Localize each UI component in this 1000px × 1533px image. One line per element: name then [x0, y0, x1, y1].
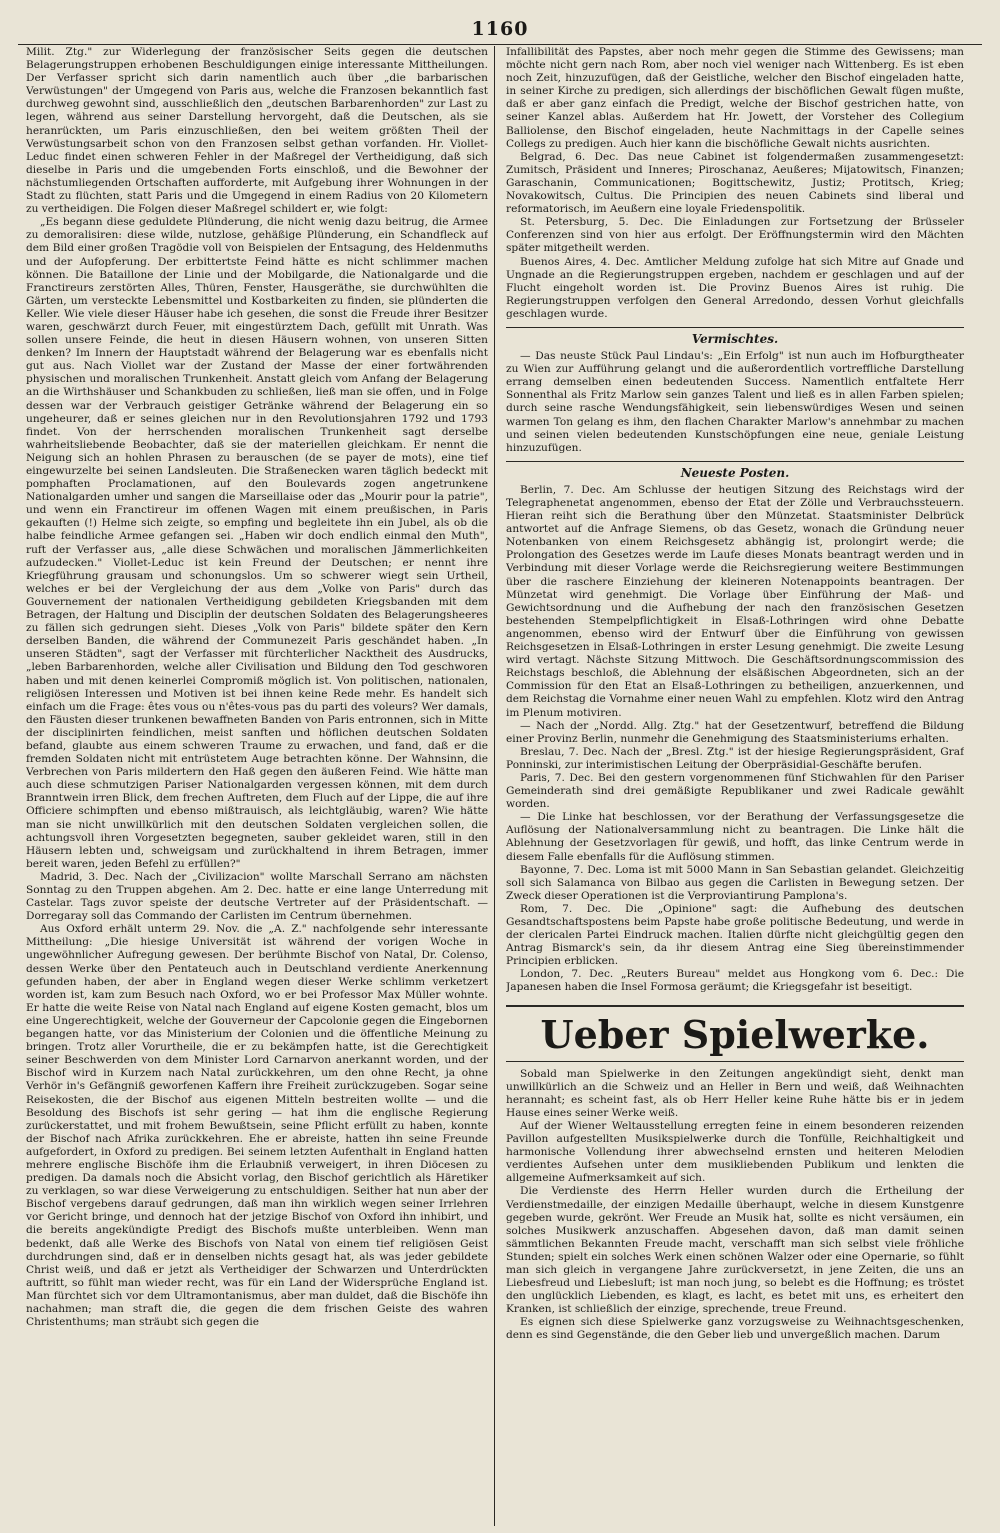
article-paragraph: Auf der Wiener Weltausstellung erregten feine in einem besonderen reizenden Pavillon aufgestellten Musikspielwerke durch die Tonfülle, Reichhaltigkeit und harmonische Vollendung ihrer abwechselnd ernsten und heiteren Melodien verdientes Aufsehen unter dem musikliebenden Publikum und lenkten die allgemeine Aufmerksamkeit auf sich. — [506, 1119, 964, 1185]
article-paragraph: Buenos Aires, 4. Dec. Amtlicher Meldung zufolge hat sich Mitre auf Gnade und Ungnade an die Regierungstruppen ergeben, nachdem er geschlagen und auf der Flucht eingeholt worden ist. Die Provinz Buenos Aires ist ruhig. Die Regierungstruppen verfolgen den General Arredondo, dessen Vorhut gleichfalls geschlagen wurde. — [506, 255, 964, 320]
article-paragraph: Milit. Ztg." zur Widerlegung der französischer Seits gegen die deutschen Belagerungstruppen erhobenen Beschuldigungen einige interessante Mittheilungen. Der Verfasser spricht sich darin namentlich auch über „die barbarischen Verwüstungen" der Umgegend von Paris aus, welche die Franzosen bekanntlich fast durchweg gewohnt sind, ausschließlich den „deutschen Barbarenhorden" zur Last zu legen, während aus seiner Darstellung hervorgeht, daß die Deutschen, als sie heranrückten, um Paris einzuschließen, den bei weitem größten Theil der Verwüstungsarbeit schon von den Franzosen selbst gethan vorfanden. Hr. Viollet-Leduc findet einen schweren Fehler in der Maßregel der Vertheidigung, daß sich dieselbe in Paris und die umgebenden Forts einschloß, und die Bewohner der nächstumliegenden Ortschaften aufforderte, mit Aufgebung ihrer Wohnungen in der Stadt zu flüchten, statt Paris und die Umgegend in einem Radius von 20 Kilometern zu vertheidigen. Die Folgen dieser Maßregel schildert er, wie folgt: — [26, 46, 488, 216]
article-paragraph: Die Verdienste des Herrn Heller wurden durch die Ertheilung der Verdienstmedaille, der einzigen Medaille überhaupt, welche in diesem Kunstgenre gegeben wurde, gekrönt. Wer Freude an Musik hat, sollte es nicht versäumen, ein solches Musikwerk anzuschaffen. Abgesehen davon, daß man damit seinen sämmtlichen Bekannten Freude macht, verschafft man sich selbst viele fröhliche Stunden; spielt ein solches Werk einen schönen Walzer oder eine Opernarie, so fühlt man sich gleich in vergangene Jahre zurückversetzt, in jene Zeiten, die uns an Liebesfreud und Liebesluft; ist man noch jung, so belebt es die Hoffnung; es tröstet den unglücklich Liebenden, es klagt, es lacht, es betet mit uns, es erheitert den Kranken, ist schließlich der einzige, sprechende, treue Freund. — [506, 1185, 964, 1316]
article-paragraph: Belgrad, 6. Dec. Das neue Cabinet ist folgendermaßen zusammengesetzt: Zumitsch, Präsident und Inneres; Piroschanaz, Aeußeres; Mijatowitsch, Finanzen; Garaschanin, Communicationen; Bogittschewitz, Justiz; Protitsch, Krieg; Novakowitsch, Cultus. Die Principien des neuen Cabinets sind liberal und reformatorisch, im Aeußern eine loyale Friedenspolitik. — [506, 150, 964, 216]
article-paragraph: Aus Oxford erhält unterm 29. Nov. die „A. Z." nachfolgende sehr interessante Mittheilung: „Die hiesige Universität ist während der vorigen Woche in ungewöhnlicher Aufregung gewesen. Der berühmte Bischof von Natal, Dr. Colenso, dessen Werke über den Pentateuch auch in Deutschland verdiente Anerkennung gefunden haben, der aber in England wegen dieser Werke schlimm verketzert worden ist, kam zum Besuch nach Oxford, wo er bei Professor Max Müller wohnte. Er hatte die weite Reise von Natal nach England auf eigene Kosten gemacht, blos um eine Ungerechtigkeit, welche der Gouverneur der Capcolonie gegen die Eingebornen begangen hatte, vor das Ministerium der Colonien und die öffentliche Meinung zu bringen. Trotz aller Vorurtheile, die er zu bekämpfen hatte, ist die Gerechtigkeit seiner Beschwerden von dem Minister Lord Carnarvon anerkannt worden, und der Bischof wird in Kurzem nach Natal zurückkehren, um den ohne Recht, ja ohne Verhör in's Gefängniß geworfenen Kaffern ihre Freiheit zurückzugeben. Sogar seine Reisekosten, die der Bischof aus eigenen Mitteln bestreiten wollte — und die Besoldung des Bischofs ist sehr gering — hat ihm die englische Regierung zurückerstattet, und mit frohem Bewußtsein, seine Pflicht erfüllt zu haben, konnte der Bischof nach Afrika zurückkehren. Ehe er abreiste, hatten ihn seine Freunde aufgefordert, in Oxford zu predigen. Bei seinem letzten Aufenthalt in England hatten mehrere englische Bischöfe ihm die Erlaubniß verweigert, in ihren Diöcesen zu predigen. Da damals noch die Absicht vorlag, den Bischof gerichtlich als Häretiker zu verklagen, so war diese Verweigerung zu entschuldigen. Seither hat nun aber der Bischof vergebens darauf gedrungen, daß man ihn wirklich wegen seiner Irrlehren vor Gericht bringe, und dennoch hat der jetzige Bischof von Oxford ihn inhibirt, und die bereits angekündigte Predigt des Bischofs mußte unterbleiben. Wenn man bedenkt, daß alle Werke des Bischofs von Natal von einem tief religiösen Geist durchdrungen sind, daß er in denselben nichts gesagt hat, als was jeder gebildete Christ weiß, und daß er jetzt als Vertheidiger der Schwarzen und Unterdrückten auftritt, so fühlt man wieder recht, was für ein Land der Widersprüche England ist. Man fürchtet sich vor dem Ultramontanismus, aber man duldet, daß die Bischöfe ihn nachahmen; man straft die, die gegen die dem frischen Geiste des wahren Christenthums; man sträubt sich gegen die — [26, 923, 488, 1329]
section-heading-news: Neueste Posten. — [506, 461, 964, 480]
left-column — [26, 46, 488, 1526]
article-paragraph: Berlin, 7. Dec. Am Schlusse der heutigen Sitzung des Reichstags wird der Telegraphenetat angenommen, ebenso der Etat der Zölle und Verbrauchssteuern. Hieran reiht sich die Berathung über den Münzetat. Staatsminister Delbrück antwortet auf die Anfrage Siemens, ob das Gesetz, wonach die Gründung neuer Notenbanken von einem Reichsgesetz abhängig ist, prolongirt werde; die Prolongation des Gesetzes werde im Laufe dieses Monats beantragt werden und in Verbindung mit dieser Vorlage werde die Reichsregierung weitere Bestimmungen über die raschere Einziehung der kleineren Notenappoints beantragen. Der Münzetat wird genehmigt. Die Vorlage über Einführung der Maß- und Gewichtsordnung und die Aufhebung der nach den französischen Gesetzen bestehenden Stempelpflichtigkeit in Elsaß-Lothringen wird ohne Debatte angenommen, ebenso wird der Entwurf über die Einführung von gewissen Reichsgesetzen in Elsaß-Lothringen in erster Lesung genehmigt. Die zweite Lesung wird vertagt. Nächste Sitzung Mittwoch. Die Geschäftsordnungscommission des Reichstags beschloß, die Ablehnung der elsäßischen Abgeordneten, sich an der Commission für den Etat an Elsaß-Lothringen zu betheiligen, anzuerkennen, und dem Reichstag die Vornahme einer neuen Wahl zu empfehlen. Klotz wird den Antrag im Plenum motiviren. — [506, 483, 964, 719]
page-number: 1160 — [471, 18, 529, 40]
header-rule — [18, 44, 982, 45]
article-paragraph: Breslau, 7. Dec. Nach der „Bresl. Ztg." ist der hiesige Regierungspräsident, Graf Ponninski, zur interimistischen Leitung der Oberpräsidial-Geschäfte berufen. — [506, 745, 964, 771]
article-paragraph: Madrid, 3. Dec. Nach der „Civilizacion" wollte Marschall Serrano am nächsten Sonntag zu den Truppen abgehen. Am 2. Dec. hatte er eine lange Unterredung mit Castelar. Tags zuvor speiste der deutsche Vertreter auf der Präsidentschaft. — Dorregaray soll das Commando der Carlisten im Centrum übernehmen. — [26, 870, 488, 923]
article-paragraph: — Nach der „Nordd. Allg. Ztg." hat der Gesetzentwurf, betreffend die Bildung einer Provinz Berlin, nunmehr die Genehmigung des Staatsministeriums erhalten. — [506, 719, 964, 745]
article-paragraph: Infallibilität des Papstes, aber noch mehr gegen die Stimme des Gewissens; man möchte nicht gern nach Rom, aber noch viel weniger nach Wittenberg. Es ist eben noch Zeit, hinzuzufügen, daß der Geistliche, welcher den Bischof eingeladen hatte, in seiner Kirche zu predigen, sich allerdings der bischöflichen Gewalt fügen mußte, daß er aber ganz einfach die Predigt, welche der Bischof gestrichen hatte, von seiner Kanzel ablas. Außerdem hat Hr. Jowett, der Vorsteher des Collegium Balliolense, den Bischof eingeladen, heute Nachmittags in der Capelle seines Collegs zu predigen. Auch hier kann die bischöfliche Gewalt nichts ausrichten. — [506, 46, 964, 150]
right-column — [506, 46, 964, 1526]
article-paragraph: St. Petersburg, 5. Dec. Die Einladungen zur Fortsetzung der Brüsseler Conferenzen sind von hier aus erfolgt. Der Eröffnungstermin wird den Mächten später mitgetheilt werden. — [506, 216, 964, 255]
article-paragraph: „Es begann diese geduldete Plünderung, die nicht wenig dazu beitrug, die Armee zu demoralisiren: diese wilde, nutzlose, gehäßige Plünderung, ein Schandfleck auf dem Bild einer großen Tragödie voll von Beispielen der Entsagung, des Heldenmuths und der Aufopferung. Der erbittertste Feind hätte es nicht schlimmer machen können. Die Bataillone der Linie und der Mobilgarde, die Nationalgarde und die Franctireurs zerstörten Alles, Thüren, Fenster, Hausgeräthe, sie durchwühlten die Gärten, um versteckte Lebensmittel und Kostbarkeiten zu finden, sie plünderten die Keller. Wie viele dieser Häuser habe ich gesehen, die sonst die Freude ihrer Besitzer waren, geschwärzt durch Feuer, mit eingestürztem Dach, gefüllt mit Unrath. Was sollen unsere Feinde, die heut in diesen Häusern wohnen, von unseren Sitten denken? Im Innern der Hauptstadt während der Belagerung war es ebenfalls nicht gut aus. Nach Viollet war der Zustand der Masse der einer fortwährenden physischen und moralischen Trunkenheit. Anstatt gleich vom Anfang der Belagerung an die Wirthshäuser und Schankbuden zu schließen, ließ man sie offen, und in Folge dessen war der Verbrauch geistiger Getränke während der Belagerung ein so ungeheurer, daß er seines gleichen nur in den Revolutionsjahren 1792 und 1793 findet. Von der herrschenden moralischen Trunkenheit sagt derselbe wahrheitsliebende Beobachter, daß sie der materiellen gleichkam. Er nennt die Neigung sich an hohlen Phrasen zu berauschen (de se payer de mots), eine tief eingewurzelte bei seinen Landsleuten. Die Straßenecken waren täglich bedeckt mit pomphaften Proclamationen, auf den Boulevards zogen angetrunkene Nationalgarden umher und sangen die Marseillaise oder das „Mourir pour la patrie", und wenn ein Franctireur im offenen Wagen mit einem preußischen, in Paris gekauften (!) Helme sich zeigte, so empfing und begleitete ihn ein Jubel, als ob die halbe feindliche Armee gefangen sei. „Haben wir doch endlich einmal den Muth", ruft der Verfasser aus, „alle diese Schwächen und moralischen Jämmerlichkeiten aufzudecken." Viollet-Leduc ist kein Freund der Deutschen; er nennt ihre Kriegführung grausam und schonungslos. Um so schwerer wiegt sein Urtheil, welches er bei der Vergleichung der aus dem „Volke von Paris" durch das Gouvernement der nationalen Vertheidigung gebildeten Kriegsbanden mit dem Betragen, der Haltung und Disciplin der deutschen Soldaten des Belagerungsheeres zu fällen sich gedrungen sieht. Dieses „Volk von Paris" bildete später den Kern derselben Banden, die während der Communezeit Paris geschändet haben. „In unseren Städten", sagt der Verfasser mit fürchterlicher Nacktheit des Ausdrucks, „leben Barbarenhorden, welche aller Civilisation und Bildung den Tod geschworen haben und mit denen keinerlei Compromiß möglich ist. Von politischen, nationalen, religiösen Interessen und Motiven ist bei ihnen keine Rede mehr. Es handelt sich einfach um die Frage: êtes vous ou n'êtes-vous pas du parti des voleurs? Wer damals, den Fäusten dieser trunkenen bewaffneten Banden von Paris entronnen, sich in Mitte der disciplinirten feindlichen, meist sanften und höflichen deutschen Soldaten befand, glaubte aus einem schweren Traume zu erwachen, und fand, daß er die fremden Soldaten nicht mit entrüstetem Auge betrachten könne. Der Wahnsinn, die Verbrechen von Paris mildertern den Haß gegen den äußeren Feind. Wie hätte man auch diese schmutzigen Pariser Nationalgarden vergessen können, mit dem durch Branntwein irren Blick, dem frechen Auftreten, dem Fluch auf der Lippe, die auf ihre Officiere schimpften und ebenso mißtrauisch, als leichtgläubig, waren? Wie hätte man sie nicht unwillkürlich mit den deutschen Soldaten vergleichen sollen, die achtungsvoll ihren Vorgesetzten begegneten, sauber gekleidet waren, still in den Häusern lebten und, schweigsam und zurückhaltend in ihrem Betragen, immer bereit waren, jeden Befehl zu erfüllen?" — [26, 216, 488, 870]
article-paragraph: Sobald man Spielwerke in den Zeitungen angekündigt sieht, denkt man unwillkürlich an die Schweiz und an Heller in Bern und weiß, daß Weihnachten herannaht; es scheint fast, als ob Herr Heller keine Ruhe hätte bis er in jedem Hause eines seiner Werke weiß. — [506, 1067, 964, 1119]
article-paragraph: Rom, 7. Dec. Die „Opinione" sagt: die Aufhebung des deutschen Gesandtschaftspostens beim Papste habe große politische Bedeutung, und werde in der clericalen Partei Eindruck machen. Italien dürfte nicht gleichgültig gegen den Antrag Bismarck's sein, da ihr diesem Antrag eine Sieg übereinstimmender Principien erblicken. — [506, 902, 964, 968]
column-divider — [494, 46, 495, 1526]
article-paragraph: Es eignen sich diese Spielwerke ganz vorzugsweise zu Weihnachtsgeschenken, denn es sind Gegenstände, die den Geber lieb und unvergeßlich machen. Darum — [506, 1316, 964, 1342]
section-heading-misc: Vermischtes. — [506, 327, 964, 346]
article-paragraph: Paris, 7. Dec. Bei den gestern vorgenommenen fünf Stichwahlen für den Pariser Gemeinderath sind drei gemäßigte Republikaner und zwei Radicale gewählt worden. — [506, 771, 964, 811]
article-paragraph: — Das neuste Stück Paul Lindau's: „Ein Erfolg" ist nun auch im Hofburgtheater zu Wien zur Aufführung gelangt und die außerordentlich vortreffliche Darstellung errang demselben einen bedeutenden Success. Namentlich entfaltete Herr Sonnenthal als Fritz Marlow sein ganzes Talent und ließ es in allen Farben spielen; durch seine rasche Wendungsfähigkeit, sein liebenswürdiges Wesen und seinen warmen Ton gelang es ihm, den flachen Charakter Marlow's annehmbar zu machen und seinen vielen bedeutenden Kunstschöpfungen eine neue, geniale Leistung hinzuzufügen. — [506, 350, 964, 454]
article-paragraph: London, 7. Dec. „Reuters Bureau" meldet aus Hongkong vom 6. Dec.: Die Japanesen haben die Insel Formosa geräumt; die Kriegsgefahr ist beseitigt. — [506, 968, 964, 994]
feature-title: Ueber Spielwerke. — [506, 1005, 964, 1062]
article-paragraph: Bayonne, 7. Dec. Loma ist mit 5000 Mann in San Sebastian gelandet. Gleichzeitig soll sich Salamanca von Bilbao aus gegen die Carlisten in Bewegung setzen. Der Zweck dieser Operationen ist die Verproviantirung Pamplona's. — [506, 863, 964, 902]
article-paragraph: — Die Linke hat beschlossen, vor der Berathung der Verfassungsgesetze die Auflösung der Nationalversammlung nicht zu beantragen. Die Linke hält die Ablehnung der Gesetzvorlagen für gewiß, und hofft, das linke Centrum werde in diesem Falle ebenfalls für die Auflösung stimmen. — [506, 811, 964, 863]
